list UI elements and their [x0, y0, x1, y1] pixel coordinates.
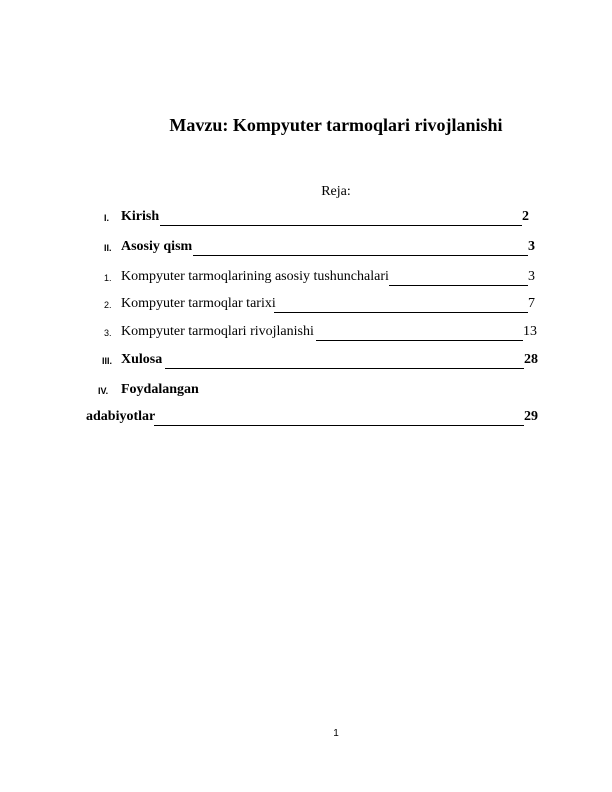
toc-item-label: Xulosa — [121, 352, 163, 367]
toc-item-label: Kirish — [121, 209, 160, 224]
toc-item-number: 1. — [104, 273, 112, 283]
toc-item-label-continued: adabiyotlar — [86, 409, 156, 424]
toc-item-asosiy-tushunchalar — [0, 269, 612, 289]
toc-item-number: III. — [102, 356, 113, 366]
toc-item-page: 28 — [524, 352, 538, 367]
plan-heading: Reja: — [321, 184, 351, 199]
toc-leader-line — [160, 225, 522, 226]
toc-item-page: 7 — [528, 296, 535, 311]
toc-item-label: Asosiy qism — [121, 239, 193, 254]
toc-item-tarixi — [0, 296, 612, 316]
toc-leader-line — [389, 285, 528, 286]
toc-item-number: IV. — [98, 386, 109, 396]
toc-item-page: 3 — [528, 269, 535, 284]
toc-item-number: 3. — [104, 328, 112, 338]
toc-item-adabiyotlar — [0, 409, 612, 429]
toc-item-rivojlanishi — [0, 324, 612, 344]
toc-item-page: 2 — [522, 209, 529, 224]
toc-item-label: Kompyuter tarmoqlarining asosiy tushunchalari — [121, 269, 389, 284]
toc-item-kirish — [0, 209, 612, 229]
toc-leader-line — [165, 368, 524, 369]
toc-item-page: 13 — [523, 324, 537, 339]
page-number: 1 — [333, 728, 339, 739]
toc-item-label: Foydalangan — [121, 382, 199, 397]
toc-item-number: I. — [104, 213, 110, 223]
toc-item-page: 3 — [528, 239, 535, 254]
toc-item-page: 29 — [524, 409, 538, 424]
toc-leader-line — [154, 425, 524, 426]
toc-leader-line — [274, 312, 528, 313]
toc-item-xulosa — [0, 352, 612, 372]
toc-leader-line — [193, 255, 528, 256]
toc-item-label: Kompyuter tarmoqlari rivojlanishi — [121, 324, 314, 339]
toc-item-number: II. — [104, 243, 112, 253]
page-title: Mavzu: Kompyuter tarmoqlari rivojlanishi — [169, 115, 503, 135]
toc-item-foydalangan — [0, 382, 612, 402]
toc-item-label: Kompyuter tarmoqlar tarixi — [121, 296, 276, 311]
toc-leader-line — [316, 340, 523, 341]
toc-item-number: 2. — [104, 300, 112, 310]
toc-item-asosiy-qism — [0, 239, 612, 259]
